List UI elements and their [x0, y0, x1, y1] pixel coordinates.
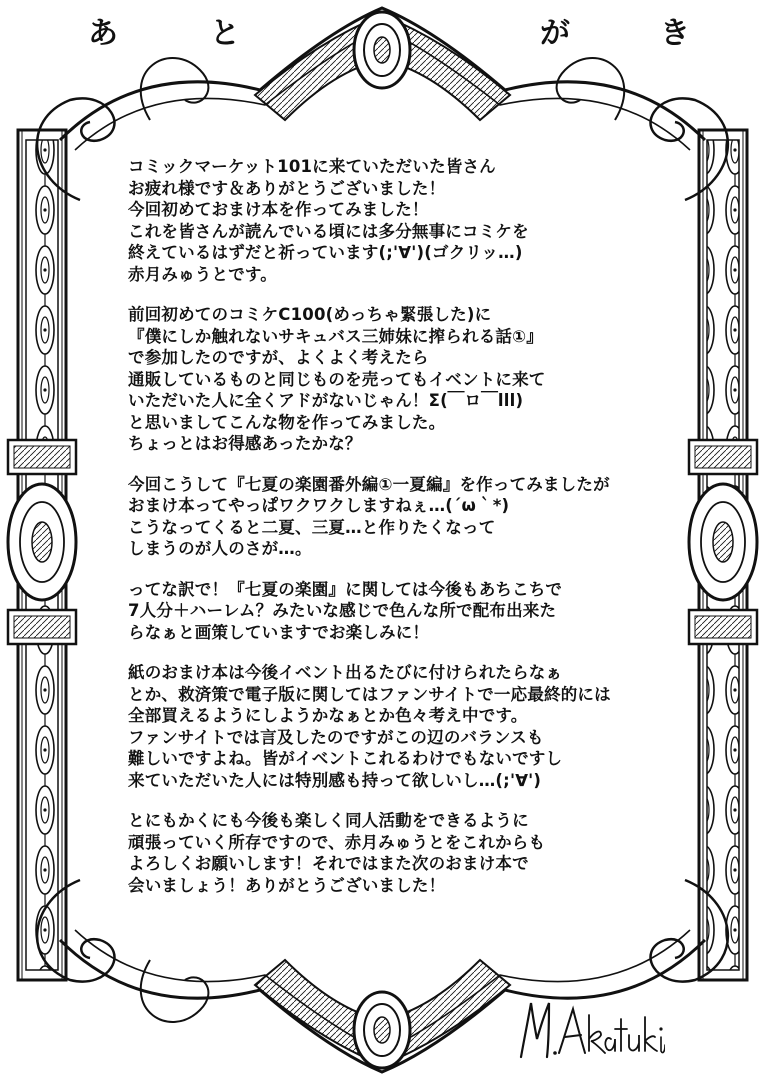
text-line: しまうのが人のさが…。	[128, 539, 312, 558]
text-line: らなぁと画策していますでお楽しみに！	[128, 622, 430, 642]
text-line: おまけ本ってやっぱワクワクしますねぇ…(´ω｀*)	[128, 496, 510, 515]
text-line: 7人分＋ハーレム？みたいな感じで色んな所で配布出来た	[128, 601, 557, 620]
title-char-4: き	[660, 16, 690, 51]
text-line: 全部買えるようにしようかなぁとか色々考え中です。	[128, 706, 528, 725]
text-line: 紙のおまけ本は今後イベント出るたびに付けられたらなぁ	[128, 663, 563, 682]
handwritten-signature	[515, 995, 665, 1065]
text-line: これを皆さんが読んでいる頃には多分無事にコミケを	[128, 221, 529, 241]
text-line: で参加したのですが、よくよく考えたら	[128, 348, 429, 367]
paragraph-6	[128, 810, 688, 896]
paragraph-5	[128, 662, 688, 791]
text-line: ファンサイトでは言及したのですがこの辺のバランスも	[128, 727, 544, 747]
text-line: よろしくお願いします！それではまた次のおまけ本で	[128, 854, 529, 873]
text-line: 来ていただいた人には特別感も持って欲しいし…(;'∀')	[128, 770, 542, 790]
text-line: と思いましてこんな物を作ってみました。	[128, 412, 446, 432]
text-line: 前回初めてのコミケC100(めっちゃ緊張した)に	[128, 305, 492, 324]
left-pillar	[8, 130, 76, 980]
text-line: 今回初めておまけ本を作ってみました！	[128, 200, 429, 219]
paragraph-3	[128, 474, 688, 560]
title-char-2: と	[210, 16, 240, 51]
text-line: 会いましょう！ありがとうございました！	[128, 875, 446, 895]
text-line: ちょっとはお得感あったかな？	[128, 434, 362, 453]
text-line: コミックマーケット101に来ていただいた皆さん	[128, 157, 496, 176]
text-line: いただいた人に全くアドがないじゃん！Σ(￣ロ￣lll)	[128, 391, 524, 410]
text-line: こうなってくると二夏、三夏…と作りたくなって	[128, 517, 496, 537]
text-line: とにもかくにも今後も楽しく同人活動をできるように	[128, 811, 529, 830]
text-line: お疲れ様です＆ありがとうございました！	[128, 178, 446, 198]
text-line: 赤月みゅうとです。	[128, 264, 277, 284]
title-char-3: が	[540, 16, 570, 51]
text-line: 頑張っていく所存ですので、赤月みゅうとをこれからも	[128, 832, 546, 852]
paragraph-4	[128, 579, 688, 644]
title-char-1: あ	[88, 16, 118, 51]
paragraph-1	[128, 156, 688, 285]
text-line: ってな訳で！『七夏の楽園』に関しては今後もあちこちで	[128, 579, 563, 599]
text-line: 今回こうして『七夏の楽園番外編①一夏編』を作ってみましたが	[128, 474, 610, 494]
text-line: 終えているはずだと祈っています(;'∀')(ゴクリッ…)	[128, 243, 523, 262]
right-pillar	[689, 130, 757, 980]
text-line: 『僕にしか触れないサキュバス三姉妹に搾られる話①』	[128, 326, 543, 346]
paragraph-2	[128, 304, 688, 455]
text-line: 通販しているものと同じものを売ってもイベントに来て	[128, 369, 546, 389]
text-line: 難しいですよね。皆がイベントこれるわけでもないですし	[128, 749, 563, 768]
afterword-body	[128, 156, 688, 915]
text-line: とか、救済策で電子版に関してはファンサイトで一応最終的には	[128, 684, 611, 704]
